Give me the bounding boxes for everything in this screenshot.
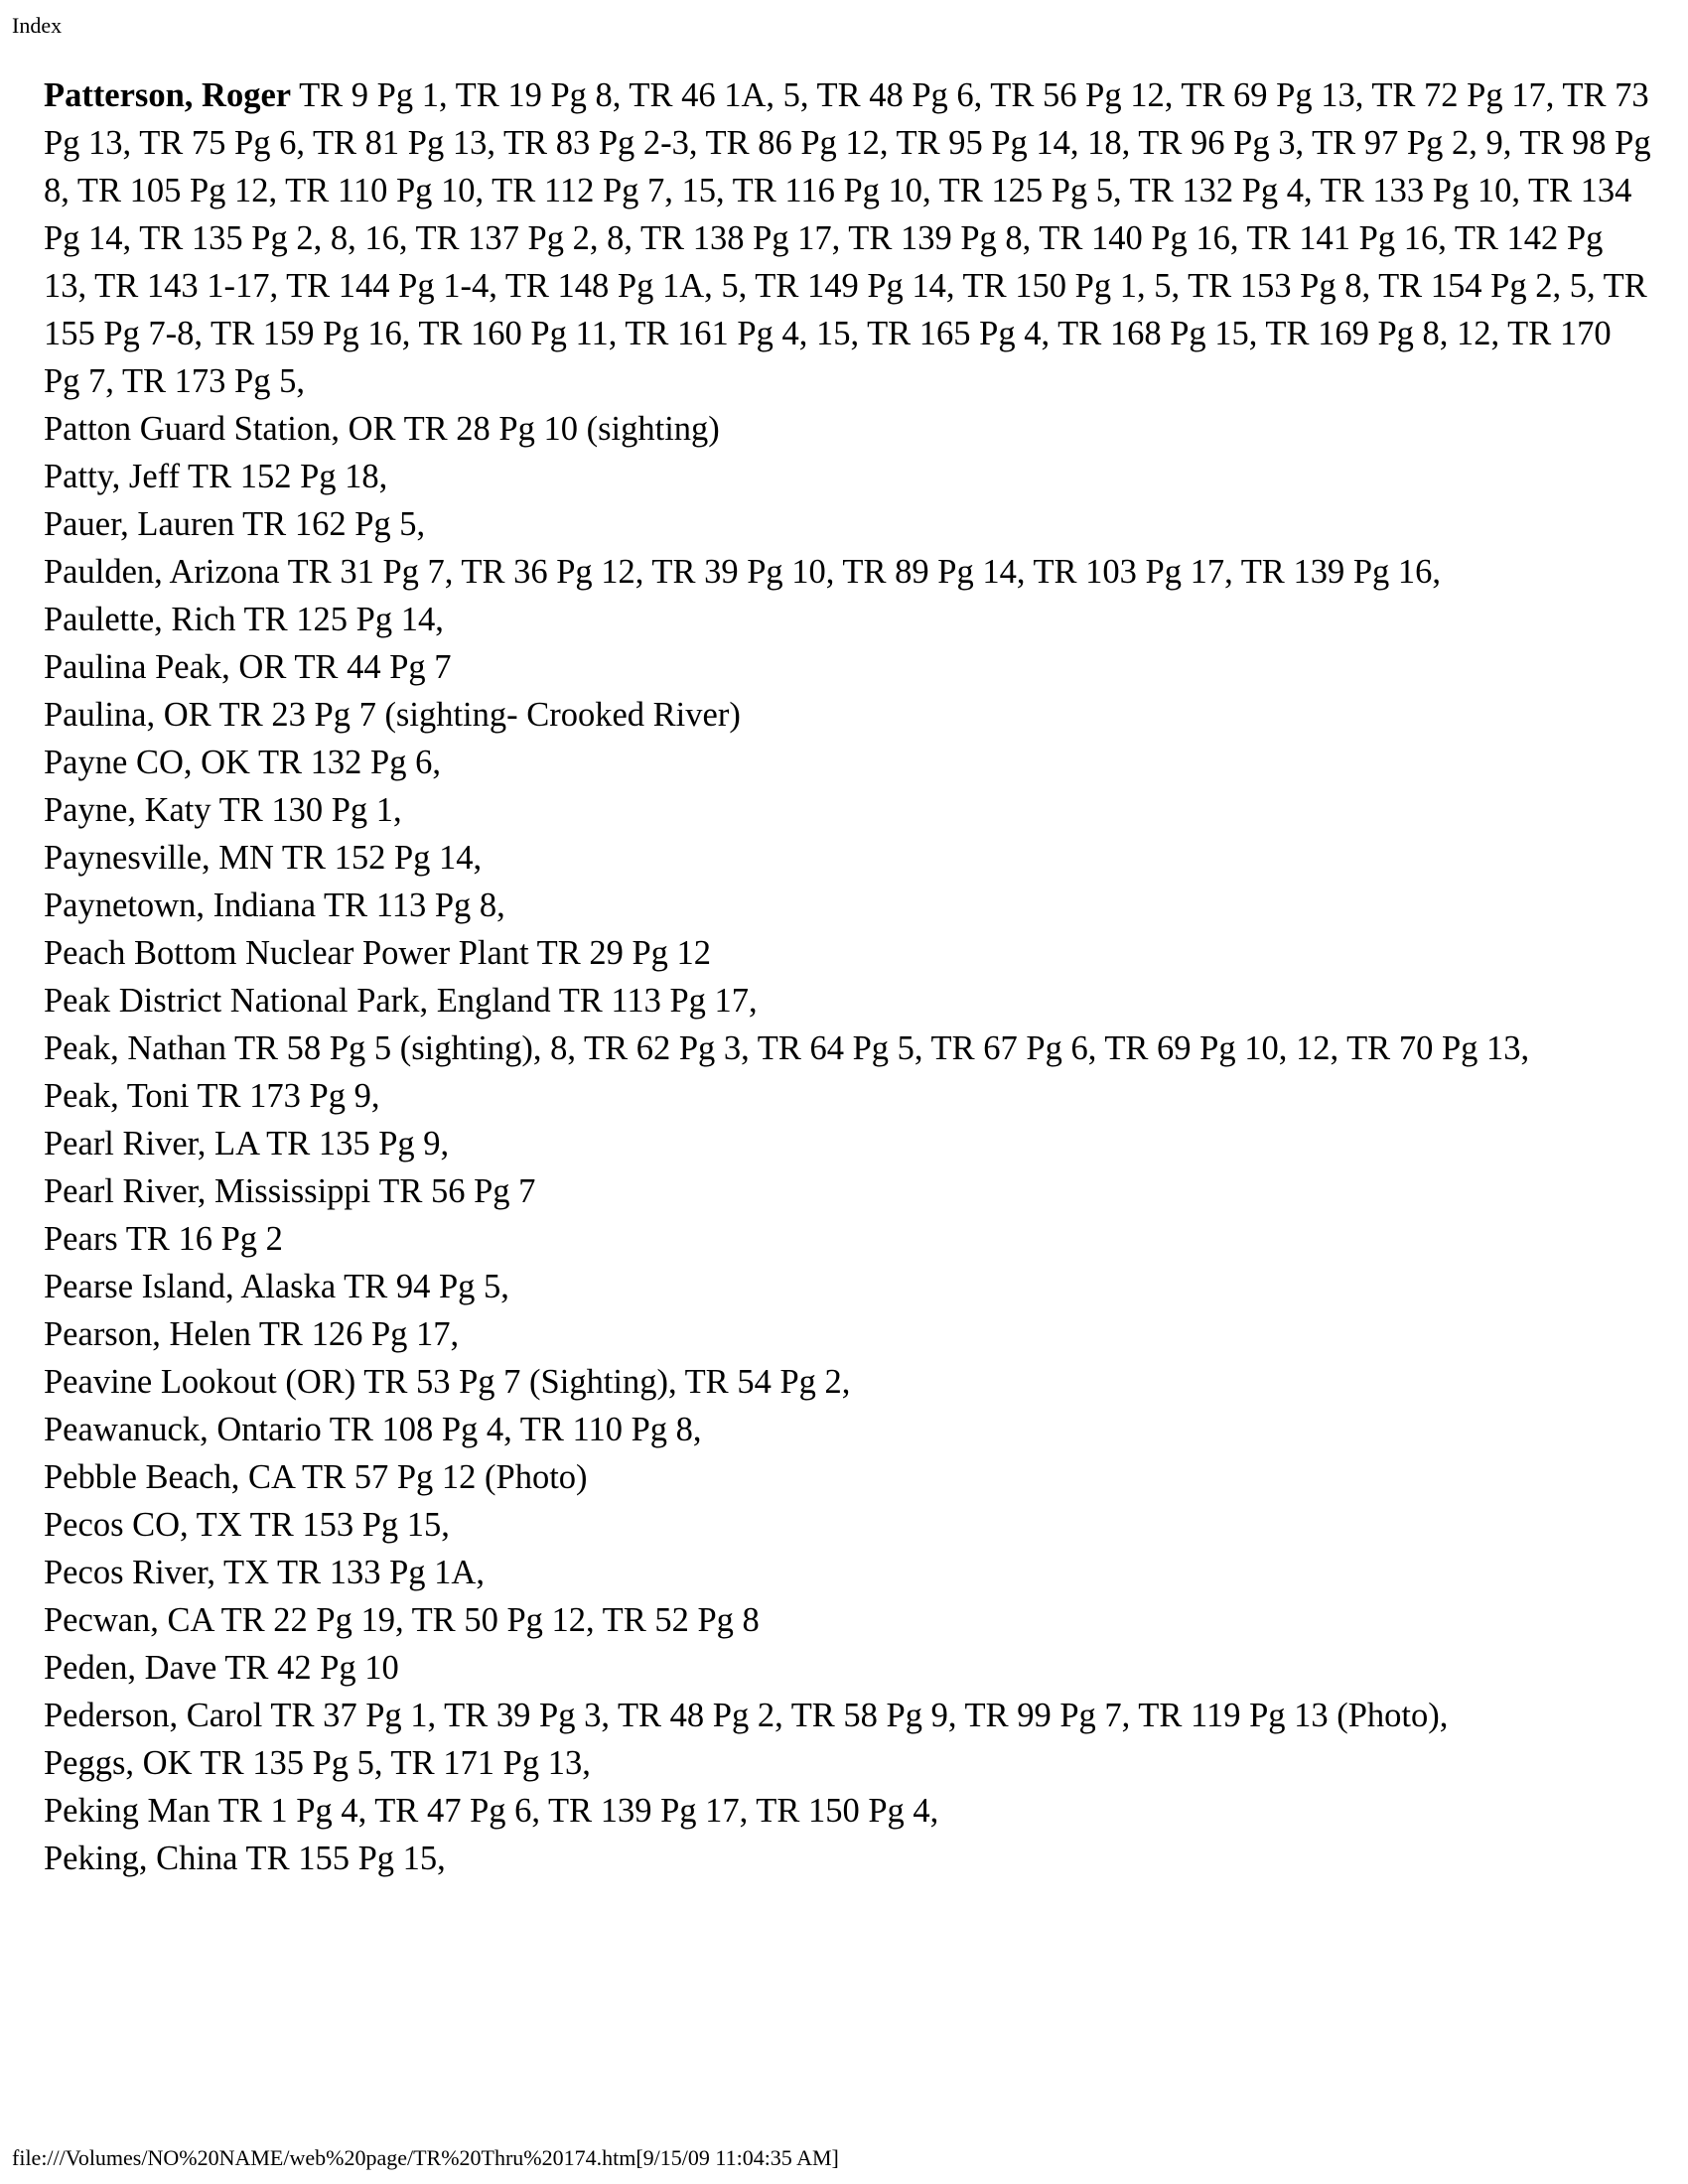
entry-refs: TR 56 Pg 7 bbox=[370, 1172, 536, 1210]
entry-refs: TR 130 Pg 1, bbox=[211, 791, 402, 829]
entry-refs: TR 155 Pg 15, bbox=[237, 1840, 446, 1877]
index-entry bbox=[44, 500, 1652, 548]
entry-refs: TR 53 Pg 7 (Sighting), TR 54 Pg 2, bbox=[355, 1363, 851, 1401]
entry-name: Pearson, Helen bbox=[44, 1315, 251, 1353]
entry-name: Payne CO, OK bbox=[44, 744, 250, 781]
entry-name: Pederson, Carol bbox=[44, 1697, 263, 1734]
entry-refs: TR 125 Pg 14, bbox=[235, 601, 444, 638]
entry-refs: TR 152 Pg 14, bbox=[273, 839, 483, 877]
entry-refs: TR 16 Pg 2 bbox=[117, 1220, 283, 1258]
entry-name: Paulina, OR bbox=[44, 696, 211, 734]
index-entry bbox=[44, 548, 1652, 596]
index-entry bbox=[44, 1739, 1652, 1787]
entry-name: Peking, China bbox=[44, 1840, 238, 1877]
index-entry bbox=[44, 453, 1652, 500]
index-entry bbox=[44, 1072, 1652, 1120]
entry-refs: TR 29 Pg 12 bbox=[528, 934, 712, 972]
entry-name: Pearse Island, Alaska bbox=[44, 1268, 337, 1305]
entry-refs: TR 31 Pg 7, TR 36 Pg 12, TR 39 Pg 10, TR 89 Pg 14, TR 103 Pg 17, TR 139 Pg 16, bbox=[279, 553, 1442, 591]
entry-name: Peden, Dave bbox=[44, 1649, 217, 1687]
index-entry bbox=[44, 1406, 1652, 1453]
entry-refs: TR 23 Pg 7 (sighting- Crooked River) bbox=[211, 696, 741, 734]
index-entry bbox=[44, 739, 1652, 786]
entry-refs: TR 133 Pg 1A, bbox=[269, 1554, 485, 1591]
entry-refs: TR 9 Pg 1, TR 19 Pg 8, TR 46 1A, 5, TR 48 Pg 6, TR 56 Pg 12, TR 69 Pg 13, TR 72 Pg 17, TR 73 Pg 13, TR 75 Pg 6, TR 81 Pg 13, TR 83 Pg 2-3, TR 86 Pg 12, TR 95 Pg 14, 18, TR 96 Pg 3, TR 97 Pg 2, 9, TR 98 Pg 8, TR 105 Pg 12, TR 110 Pg 10, TR 112 Pg 7, 15, TR 116 Pg 10, TR 125 Pg 5, TR 132 Pg 4, TR 133 Pg 10, TR 134 Pg 14, TR 135 Pg 2, 8, 16, TR 137 Pg 2, 8, TR 138 Pg 17, TR 139 Pg 8, TR 140 Pg 16, TR 141 Pg 16, TR 142 Pg 13, TR 143 1-17, TR 144 Pg 1-4, TR 148 Pg 1A, 5, TR 149 Pg 14, TR 150 Pg 1, 5, TR 153 Pg 8, TR 154 Pg 2, 5, TR 155 Pg 7-8, TR 159 Pg 16, TR 160 Pg 11, TR 161 Pg 4, 15, TR 165 Pg 4, TR 168 Pg 15, TR 169 Pg 8, 12, TR 170 Pg 7, TR 173 Pg 5, bbox=[44, 76, 1651, 400]
entry-name: Pauer, Lauren bbox=[44, 505, 235, 543]
index-entry bbox=[44, 1120, 1652, 1167]
index-entry bbox=[44, 691, 1652, 739]
index-entry bbox=[44, 1596, 1652, 1644]
entry-refs: TR 42 Pg 10 bbox=[216, 1649, 399, 1687]
entry-refs: TR 113 Pg 8, bbox=[316, 887, 505, 924]
entry-refs: TR 44 Pg 7 bbox=[286, 648, 452, 686]
page-footer-url: file:///Volumes/NO%20NAME/web%20page/TR%20Thru%20174.htm[9/15/09 11:04:35 AM] bbox=[12, 2145, 839, 2170]
index-entry bbox=[44, 1692, 1652, 1739]
entry-name: Pecos River, TX bbox=[44, 1554, 269, 1591]
entry-name: Pearl River, Mississippi bbox=[44, 1172, 371, 1210]
entry-refs: TR 153 Pg 15, bbox=[241, 1506, 450, 1544]
entry-refs: TR 94 Pg 5, bbox=[336, 1268, 509, 1305]
index-entry bbox=[44, 1263, 1652, 1310]
index-entry bbox=[44, 1835, 1652, 1882]
index-entry bbox=[44, 1453, 1652, 1501]
index-entry bbox=[44, 1310, 1652, 1358]
entry-refs: TR 132 Pg 6, bbox=[249, 744, 441, 781]
entry-name: Paynetown, Indiana bbox=[44, 887, 317, 924]
entry-refs: TR 57 Pg 12 (Photo) bbox=[294, 1458, 588, 1496]
index-entry bbox=[44, 882, 1652, 929]
index-entry bbox=[44, 1167, 1652, 1215]
entry-name: Paulette, Rich bbox=[44, 601, 236, 638]
entry-refs: TR 162 Pg 5, bbox=[234, 505, 426, 543]
index-entry bbox=[44, 977, 1652, 1024]
entry-name: Patty, Jeff bbox=[44, 458, 181, 495]
index-entry bbox=[44, 1644, 1652, 1692]
entry-name: Peak District National Park, England bbox=[44, 982, 551, 1020]
index-entry bbox=[44, 1024, 1652, 1072]
entry-refs: TR 135 Pg 5, TR 171 Pg 13, bbox=[192, 1744, 591, 1782]
entry-name: Peking Man bbox=[44, 1792, 211, 1830]
entry-refs: TR 152 Pg 18, bbox=[180, 458, 388, 495]
index-list bbox=[44, 71, 1652, 1882]
index-entry bbox=[44, 1215, 1652, 1263]
index-entry bbox=[44, 929, 1652, 977]
index-entry bbox=[44, 1358, 1652, 1406]
page-header: Index bbox=[12, 13, 63, 38]
entry-name: Pears bbox=[44, 1220, 118, 1258]
entry-refs: TR 108 Pg 4, TR 110 Pg 8, bbox=[321, 1411, 702, 1448]
index-entry bbox=[44, 596, 1652, 643]
entry-name: Paulina Peak, OR bbox=[44, 648, 287, 686]
entry-name: Patterson, Roger bbox=[44, 76, 292, 114]
entry-name: Peawanuck, Ontario bbox=[44, 1411, 322, 1448]
entry-refs: TR 22 Pg 19, TR 50 Pg 12, TR 52 Pg 8 bbox=[212, 1601, 760, 1639]
entry-name: Payne, Katy bbox=[44, 791, 211, 829]
index-entry bbox=[44, 405, 1652, 453]
entry-name: Peach Bottom Nuclear Power Plant bbox=[44, 934, 529, 972]
entry-refs: TR 1 Pg 4, TR 47 Pg 6, TR 139 Pg 17, TR 150 Pg 4, bbox=[210, 1792, 939, 1830]
entry-name: Pearl River, LA bbox=[44, 1125, 259, 1162]
entry-name: Peak, Nathan bbox=[44, 1029, 226, 1067]
entry-refs: TR 28 Pg 10 (sighting) bbox=[395, 410, 720, 448]
entry-name: Pebble Beach, CA bbox=[44, 1458, 294, 1496]
entry-name: Peavine Lookout (OR) bbox=[44, 1363, 356, 1401]
entry-name: Paynesville, MN bbox=[44, 839, 274, 877]
entry-name: Pecwan, CA bbox=[44, 1601, 213, 1639]
entry-refs: TR 126 Pg 17, bbox=[250, 1315, 460, 1353]
entry-name: Peak, Toni bbox=[44, 1077, 190, 1115]
entry-name: Paulden, Arizona bbox=[44, 553, 280, 591]
entry-refs: TR 37 Pg 1, TR 39 Pg 3, TR 48 Pg 2, TR 58 Pg 9, TR 99 Pg 7, TR 119 Pg 13 (Photo), bbox=[262, 1697, 1449, 1734]
index-entry bbox=[44, 1549, 1652, 1596]
entry-name: Patton Guard Station, OR bbox=[44, 410, 396, 448]
entry-refs: TR 113 Pg 17, bbox=[550, 982, 758, 1020]
index-entry bbox=[44, 1501, 1652, 1549]
index-entry bbox=[44, 834, 1652, 882]
entry-refs: TR 173 Pg 9, bbox=[189, 1077, 380, 1115]
entry-refs: TR 135 Pg 9, bbox=[258, 1125, 450, 1162]
entry-refs: TR 58 Pg 5 (sighting), 8, TR 62 Pg 3, TR 64 Pg 5, TR 67 Pg 6, TR 69 Pg 10, 12, TR 70 Pg 13, bbox=[225, 1029, 1530, 1067]
index-entry bbox=[44, 643, 1652, 691]
index-entry bbox=[44, 1787, 1652, 1835]
index-entry bbox=[44, 786, 1652, 834]
entry-name: Pecos CO, TX bbox=[44, 1506, 242, 1544]
index-entry bbox=[44, 71, 1652, 405]
entry-name: Peggs, OK bbox=[44, 1744, 193, 1782]
